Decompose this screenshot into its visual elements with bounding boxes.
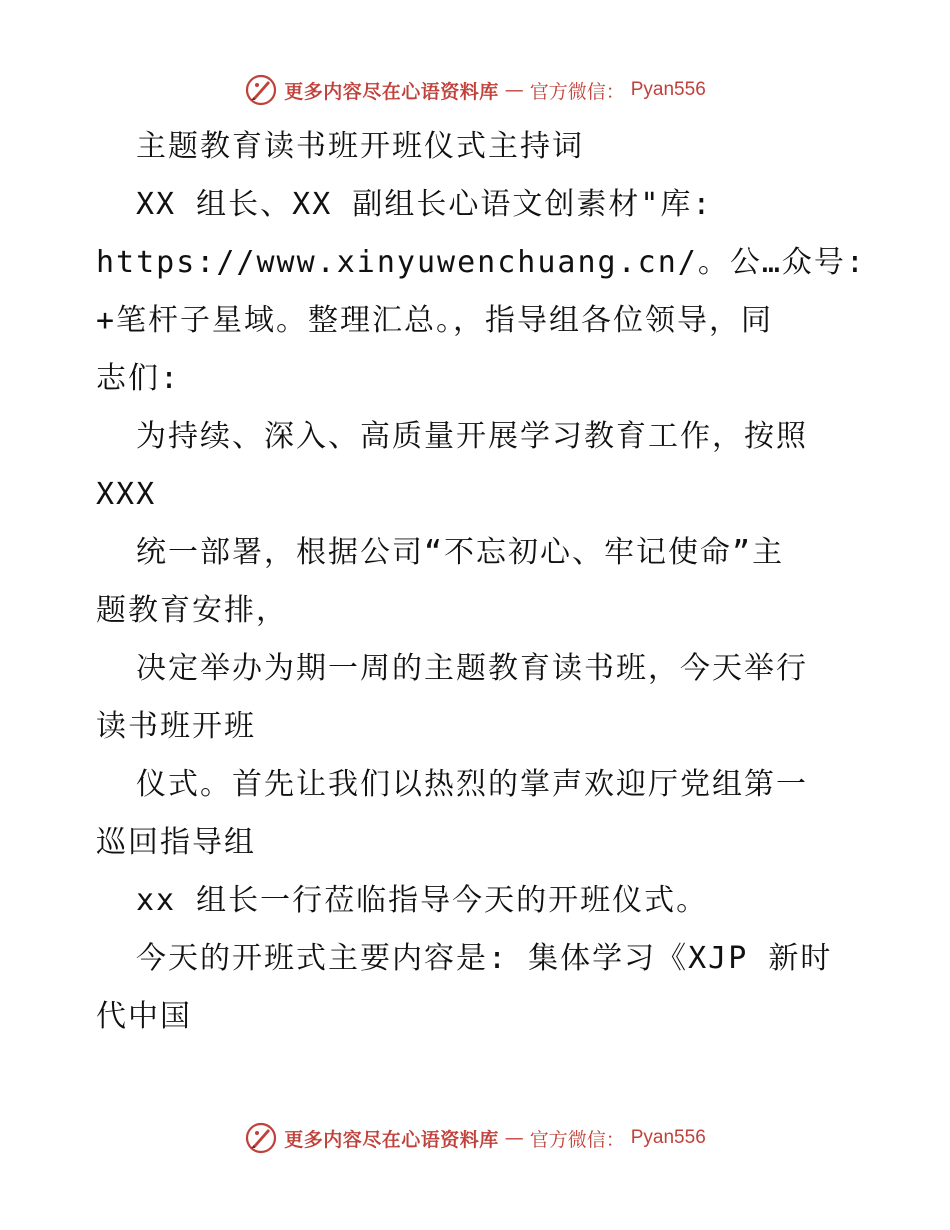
text-line: 巡回指导组 [96,825,256,860]
text-line: 决定举办为期一周的主题教育读书班，今天举行 [136,651,808,686]
text-line: xx 组长一行莅临指导今天的开班仪式。 [136,883,709,918]
text-line: https://www.xinyuwenchuang.cn/。公…众号: [96,245,866,280]
text-line: +笔杆子星域。整理汇总。，指导组各位领导，同 [96,303,774,338]
banner-official-label: 官方微信： [529,80,625,103]
banner-dash: — [504,79,524,101]
text-line: 读书班开班 [96,709,256,744]
text-line: 今天的开班式主要内容是: 集体学习《XJP 新时 [136,941,833,976]
quill-pen-logo-icon [244,73,278,107]
banner-wechat-id: Pyan556 [630,79,706,100]
text-line: 统一部署，根据公司“不忘初心、牢记使命”主 [136,535,785,570]
text-line: 志们: [96,361,181,396]
banner-wechat-id: Pyan556 [630,1127,706,1148]
footer-watermark-banner [0,1118,950,1158]
banner-official-label: 官方微信： [529,1128,625,1151]
banner-dash: — [504,1127,524,1149]
banner-brand-text: 更多内容尽在心语资料库 [284,80,499,103]
text-line: 代中国 [96,999,192,1034]
text-line: XXX [96,477,157,512]
text-line: 仪式。首先让我们以热烈的掌声欢迎厅党组第一 [136,767,808,802]
text-line: XX 组长、XX 副组长心语文创素材"库: [136,187,713,222]
document-title: 主题教育读书班开班仪式主持词 [136,129,584,164]
text-line: 题教育安排， [96,593,288,628]
header-watermark-banner [0,70,950,110]
text-line: 为持续、深入、高质量开展学习教育工作，按照 [136,419,808,454]
quill-pen-logo-icon [244,1121,278,1155]
document-body [96,118,866,1046]
banner-brand-text: 更多内容尽在心语资料库 [284,1128,499,1151]
